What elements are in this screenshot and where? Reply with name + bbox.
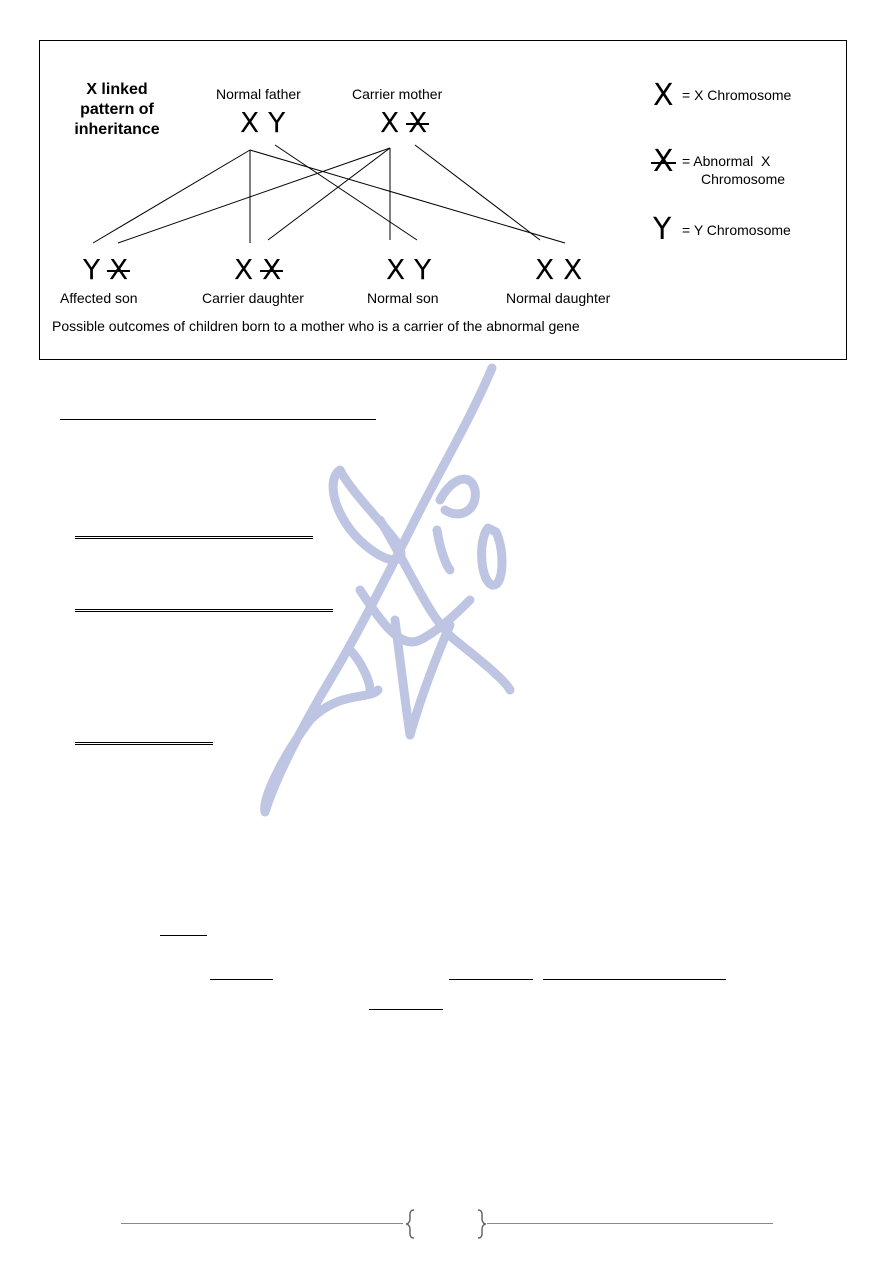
father-y-chromosome: Y xyxy=(268,106,286,139)
carrier-daughter-label: Carrier daughter xyxy=(202,290,304,306)
word-underline-3 xyxy=(449,979,533,980)
father-x-chromosome: X xyxy=(240,106,260,139)
word-underline-1 xyxy=(160,935,207,936)
mother-abnormal-x-chromosome: X xyxy=(408,106,428,139)
abnormal-chromosome: X xyxy=(109,253,129,286)
legend-y-text: = Y Chromosome xyxy=(682,222,791,238)
footer-bracket-left-icon xyxy=(405,1209,415,1239)
chromosome: Y xyxy=(83,253,101,286)
heading-underline-3 xyxy=(75,609,333,612)
legend-abnormal-x-text: = Abnormal X xyxy=(682,153,771,169)
word-underline-2 xyxy=(210,979,273,980)
heading-underline-1 xyxy=(60,419,376,420)
abnormal-chromosome: X xyxy=(262,253,282,286)
footer-line-right xyxy=(487,1223,773,1224)
father-label: Normal father xyxy=(216,86,301,102)
abnormal-x-symbol: X xyxy=(653,144,674,179)
word-underline-4 xyxy=(543,979,726,980)
footer-bracket-right-icon xyxy=(477,1209,487,1239)
diagram-title: X linked pattern of inheritance xyxy=(74,81,160,138)
chromosome: Y xyxy=(414,253,432,286)
chromosome: X xyxy=(386,253,406,286)
chromosome: X xyxy=(563,253,583,286)
mother-x-chromosome: X xyxy=(380,106,400,139)
word-underline-5 xyxy=(369,1009,443,1010)
legend-x-symbol: X xyxy=(653,78,674,113)
heading-underline-4 xyxy=(75,742,213,745)
legend-y-symbol: Y xyxy=(653,212,672,247)
legend-x-text: = X Chromosome xyxy=(682,87,792,103)
mother-label: Carrier mother xyxy=(352,86,443,102)
normal-daughter-label: Normal daughter xyxy=(506,290,611,306)
footer-line-left xyxy=(121,1223,403,1224)
diagram-caption: Possible outcomes of children born to a mother who is a carrier of the abnormal gene xyxy=(52,318,580,334)
affected-son-label: Affected son xyxy=(60,290,138,306)
normal-son-label: Normal son xyxy=(367,290,439,306)
chromosome: X xyxy=(234,253,254,286)
heading-underline-2 xyxy=(75,536,313,539)
chromosome: X xyxy=(535,253,555,286)
legend-abnormal-x-text-2: Chromosome xyxy=(701,171,786,187)
